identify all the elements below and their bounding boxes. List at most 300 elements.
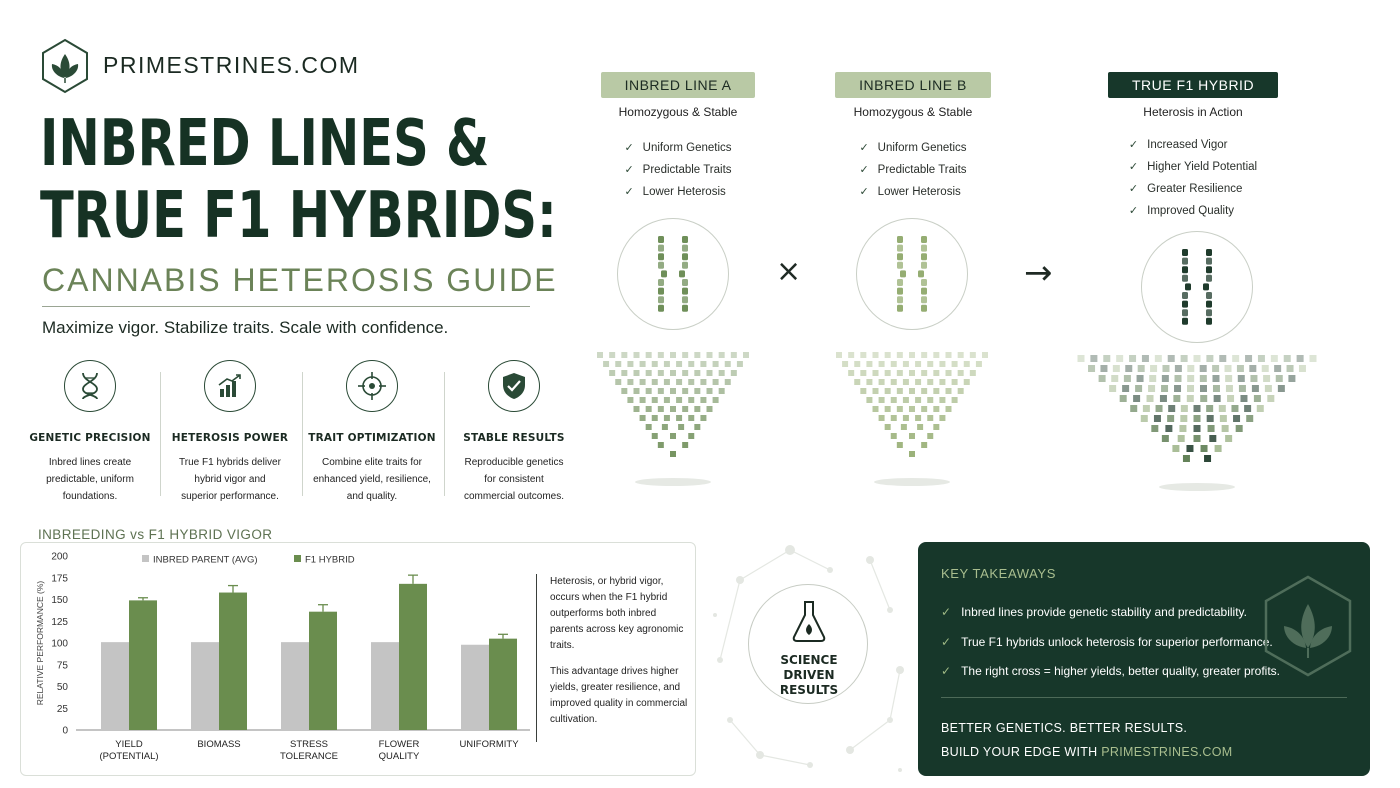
funnel-dot (897, 442, 903, 448)
funnel-dot (885, 406, 891, 412)
check-icon: ✓ (1128, 161, 1139, 173)
feature-desc-line: Reproducible genetics (464, 457, 564, 468)
funnel-dot (1172, 445, 1179, 452)
bar-f1-hybrid (489, 639, 517, 730)
funnel-dot (1200, 365, 1207, 372)
chromosome-band (1206, 249, 1212, 256)
funnel-dot (678, 424, 684, 430)
chromosome-band (897, 245, 903, 252)
funnel-dot (1130, 405, 1137, 412)
funnel-dot (1194, 425, 1201, 432)
funnel-dot (1250, 375, 1257, 382)
funnel-dot (676, 361, 682, 367)
key-takeaways-title: KEY TAKEAWAYS (941, 566, 1056, 581)
bar-f1-hybrid (129, 600, 157, 730)
funnel-dot (646, 424, 652, 430)
funnel-dot (719, 388, 725, 394)
funnel-dot (1236, 425, 1243, 432)
funnel-dot (700, 397, 706, 403)
funnel-dot (946, 388, 952, 394)
funnel-dot (670, 370, 676, 376)
funnel-dot (700, 379, 706, 385)
trait-label: Lower Heterosis (642, 186, 726, 198)
chromosome-band (1182, 309, 1188, 316)
x-tick-label: (POTENTIAL) (99, 751, 159, 762)
funnel-dot (885, 370, 891, 376)
funnel-dot (688, 433, 694, 439)
feature-desc-line: enhanced yield, resilience, (313, 474, 431, 485)
check-icon: ✓ (624, 142, 634, 154)
funnel-dot (1233, 415, 1240, 422)
funnel-dot (725, 361, 731, 367)
trait-label: Increased Vigor (1147, 139, 1228, 151)
funnel-dot (1207, 415, 1214, 422)
trait-label: Predictable Traits (642, 164, 732, 176)
funnel-dot (933, 370, 939, 376)
chromosome-band (1182, 318, 1188, 325)
funnel-dot (1175, 375, 1182, 382)
funnel-dot (1138, 365, 1145, 372)
funnel-dot (719, 370, 725, 376)
funnel-dot (836, 352, 842, 358)
funnel-dot (1208, 425, 1215, 432)
funnel-dot (1201, 445, 1208, 452)
funnel-dot (927, 415, 933, 421)
chart-note (550, 574, 690, 728)
y-tick-label: 125 (51, 616, 68, 628)
funnel-dot (1156, 405, 1163, 412)
funnel-dot (1231, 405, 1238, 412)
check-icon: ✓ (859, 142, 869, 154)
funnel-dot (891, 415, 897, 421)
funnel-dot (1310, 355, 1317, 362)
funnel-dot (964, 361, 970, 367)
funnel-dot (897, 352, 903, 358)
funnel-dot (1204, 455, 1211, 462)
chromosome-band (658, 305, 664, 312)
funnel-dot (634, 370, 640, 376)
funnel-dot (658, 406, 664, 412)
trait-label: Predictable Traits (877, 164, 967, 176)
funnel-dot (670, 451, 676, 457)
funnel-dot (627, 397, 633, 403)
funnel-dot (658, 388, 664, 394)
funnel-dot (1200, 385, 1207, 392)
funnel-dot (1206, 405, 1213, 412)
funnel-dot (658, 370, 664, 376)
funnel-dot (688, 379, 694, 385)
funnel-dot (670, 388, 676, 394)
funnel-dot (646, 388, 652, 394)
funnel-dot (713, 397, 719, 403)
funnel-dot (640, 379, 646, 385)
funnel-dot (621, 352, 627, 358)
funnel-dot (664, 379, 670, 385)
chromosome-band (897, 288, 903, 295)
funnel-dot (854, 361, 860, 367)
funnel-dot (664, 415, 670, 421)
funnel-dot (1252, 385, 1259, 392)
funnel-dot (903, 415, 909, 421)
funnel-dot (621, 370, 627, 376)
funnel-dot (939, 415, 945, 421)
funnel-dot (713, 379, 719, 385)
funnel-dot (1162, 365, 1169, 372)
funnel-dot (939, 397, 945, 403)
funnel-dot (1244, 405, 1251, 412)
chromosome-band (1206, 258, 1212, 265)
funnel-dot (743, 352, 749, 358)
check-icon: ✓ (941, 664, 952, 678)
funnel-dot (676, 397, 682, 403)
chromosome-band (918, 270, 924, 277)
funnel-dot (909, 451, 915, 457)
funnel-dot (1200, 395, 1207, 402)
funnel-dot (866, 361, 872, 367)
takeaway-list (941, 598, 1280, 687)
funnel-dot (1239, 385, 1246, 392)
funnel-dot (664, 361, 670, 367)
funnel-dot (1141, 415, 1148, 422)
funnel-dot (700, 415, 706, 421)
funnel-dot (879, 415, 885, 421)
funnel-dot (694, 370, 700, 376)
funnel-dot (958, 352, 964, 358)
feature-desc-line: and quality. (346, 491, 398, 502)
funnel-dot (737, 361, 743, 367)
chromosome-band (658, 236, 664, 243)
funnel-dot (652, 415, 658, 421)
funnel-dot (933, 424, 939, 430)
funnel-dot (1245, 355, 1252, 362)
science-badge (748, 584, 868, 704)
funnel-dot (1263, 375, 1270, 382)
feature-desc-line: predictable, uniform (46, 474, 134, 485)
funnel-dot (664, 397, 670, 403)
funnel-dot (1078, 355, 1085, 362)
chromosome-band (1182, 266, 1188, 273)
tagline: Maximize vigor. Stabilize traits. Scale with confidence. (42, 318, 449, 337)
funnel-dot (688, 361, 694, 367)
funnel-dot (1154, 415, 1161, 422)
funnel-dot (688, 415, 694, 421)
science-line: RESULTS (779, 683, 839, 697)
brand-name: PRIMESTRINES.COM (103, 52, 360, 78)
funnel-dot (1194, 405, 1201, 412)
funnel-dot (927, 397, 933, 403)
funnel-dot (1116, 355, 1123, 362)
takeaway-item (941, 657, 1280, 687)
chromosome-band (658, 245, 664, 252)
footer-line-1: BETTER GENETICS. BETTER RESULTS. (941, 721, 1188, 735)
funnel-dot (952, 397, 958, 403)
funnel-dot (1246, 415, 1253, 422)
funnel-dot (1225, 365, 1232, 372)
funnel-dot (909, 352, 915, 358)
x-tick-label: STRESS (289, 739, 329, 750)
funnel-dot (927, 433, 933, 439)
funnel-dot (1219, 355, 1226, 362)
funnel-dot (658, 442, 664, 448)
chromosome-band (897, 296, 903, 303)
chart-note-paragraph-2: This advantage drives higher yields, greater resilience, and improved quality in commercial cultivation. (550, 666, 688, 725)
funnel-dot (927, 361, 933, 367)
funnel-dot (694, 352, 700, 358)
bar-chart (20, 542, 540, 776)
bar-f1-hybrid (219, 593, 247, 730)
column-label: INBRED LINE A (601, 72, 756, 98)
funnel-dot (897, 388, 903, 394)
key-takeaways-panel (918, 542, 1370, 776)
funnel-dot (933, 352, 939, 358)
funnel-dot (670, 406, 676, 412)
trait-label: Improved Quality (1147, 205, 1235, 217)
chromosome-band (679, 270, 685, 277)
funnel-dot (1220, 415, 1227, 422)
trait-label: Lower Heterosis (877, 186, 961, 198)
funnel-dot (891, 379, 897, 385)
funnel-dot (1265, 385, 1272, 392)
science-line: DRIVEN (783, 668, 835, 682)
leaf-hexagon-logo-icon (1262, 574, 1354, 678)
funnel-dot (1125, 365, 1132, 372)
funnel-dot (909, 433, 915, 439)
chromosome-band (921, 296, 927, 303)
funnel-dot (1213, 385, 1220, 392)
funnel-dot (1254, 395, 1261, 402)
bar-f1-hybrid (399, 584, 427, 730)
funnel-dot (903, 397, 909, 403)
funnel-dot (860, 388, 866, 394)
flask-icon (791, 599, 827, 643)
chromosome-band (682, 262, 688, 269)
funnel-dot (603, 361, 609, 367)
y-tick-label: 75 (56, 660, 68, 672)
funnel-dot (1165, 425, 1172, 432)
chromosome-band (921, 262, 927, 269)
funnel-dot (915, 379, 921, 385)
funnel-dot (1133, 395, 1140, 402)
footer-brand-link[interactable]: PRIMESTRINES.COM (1101, 745, 1233, 759)
funnel-dot (609, 352, 615, 358)
feature-desc-line: Combine elite traits for (321, 457, 423, 468)
funnel-dot (1183, 455, 1190, 462)
funnel-dot (1240, 395, 1247, 402)
takeaway-footer (941, 716, 1232, 764)
funnel-dot (621, 388, 627, 394)
y-tick-label: 50 (56, 682, 68, 693)
funnel-dot (646, 352, 652, 358)
feature-desc-line: Inbred lines create (48, 457, 132, 468)
funnel-dot (946, 406, 952, 412)
chromosome-band (658, 262, 664, 269)
y-tick-label: 25 (56, 703, 68, 715)
funnel-dot (921, 352, 927, 358)
funnel-dot (1178, 435, 1185, 442)
funnel-dot (933, 388, 939, 394)
y-tick-label: 0 (62, 725, 68, 737)
funnel-dot (897, 406, 903, 412)
chromosome-band (682, 236, 688, 243)
funnel-dot (1142, 355, 1149, 362)
chromosome-band (1182, 275, 1188, 282)
funnel-dot (891, 397, 897, 403)
funnel-dot (909, 406, 915, 412)
feature-title: GENETIC PRECISION (29, 432, 151, 444)
funnel-dot (1209, 435, 1216, 442)
chart-note-divider (536, 574, 537, 742)
funnel-dot (885, 352, 891, 358)
funnel-dot (921, 442, 927, 448)
y-tick-label: 100 (51, 638, 68, 650)
funnel-dot (1262, 365, 1269, 372)
funnel-dot (1225, 435, 1232, 442)
funnel-dot (676, 415, 682, 421)
funnel-dot (682, 388, 688, 394)
footer-prefix: BUILD YOUR EDGE WITH (941, 745, 1102, 759)
funnel-dot (640, 361, 646, 367)
funnel-dot (1187, 375, 1194, 382)
funnel-dot (848, 352, 854, 358)
funnel-dot (921, 370, 927, 376)
shadow (1159, 483, 1235, 491)
funnel-dot (676, 379, 682, 385)
funnel-dot (670, 433, 676, 439)
funnel-dot (1187, 365, 1194, 372)
funnel-dot (854, 379, 860, 385)
funnel-dot (1187, 385, 1194, 392)
funnel-dot (860, 370, 866, 376)
funnel-dot (1124, 375, 1131, 382)
bar-f1-hybrid (309, 612, 337, 730)
trait-label: Higher Yield Potential (1147, 161, 1258, 173)
funnel-dot (597, 352, 603, 358)
column-subtitle: Homozygous & Stable (853, 105, 973, 119)
chromosome-band (658, 296, 664, 303)
funnel-dot (897, 370, 903, 376)
funnel-dot (873, 370, 879, 376)
funnel-dot (1194, 355, 1201, 362)
funnel-dot (1181, 405, 1188, 412)
takeaway-item (941, 628, 1280, 658)
funnel-dot (646, 406, 652, 412)
funnel-dot (903, 361, 909, 367)
chromosome-band (682, 279, 688, 286)
funnel-dot (694, 388, 700, 394)
funnel-dot (646, 370, 652, 376)
funnel-dot (1225, 375, 1232, 382)
funnel-dot (879, 361, 885, 367)
trait-label: Uniform Genetics (877, 142, 967, 154)
chromosome-band (1206, 266, 1212, 273)
funnel-dot (1174, 385, 1181, 392)
bar-inbred (191, 642, 219, 730)
funnel-dot (707, 388, 713, 394)
funnel-dot (1299, 365, 1306, 372)
chromosome-band (897, 279, 903, 286)
cross-icon: × (776, 254, 802, 289)
funnel-dot (1278, 385, 1285, 392)
funnel-dot (1232, 355, 1239, 362)
funnel-dot (866, 397, 872, 403)
funnel-dot (848, 370, 854, 376)
funnel-dot (1206, 355, 1213, 362)
funnel-dot (1179, 425, 1186, 432)
funnel-dot (1148, 385, 1155, 392)
feature-title: STABLE RESULTS (463, 432, 565, 444)
funnel-dot (662, 424, 668, 430)
column-label: TRUE F1 HYBRID (1108, 72, 1278, 98)
funnel-dot (866, 379, 872, 385)
feature-desc-line: for consistent (484, 474, 544, 485)
funnel-dot (952, 361, 958, 367)
funnel-dot (1297, 355, 1304, 362)
funnel-dot (1219, 405, 1226, 412)
funnel-dot (842, 361, 848, 367)
legend-swatch (294, 555, 301, 562)
funnel-dot (682, 406, 688, 412)
funnel-dot (1100, 365, 1107, 372)
funnel-dot (982, 352, 988, 358)
funnel-dot (1257, 405, 1264, 412)
funnel-dot (915, 397, 921, 403)
title-line-1: INBRED LINES & (40, 107, 490, 181)
funnel-dot (1267, 395, 1274, 402)
science-line: SCIENCE (780, 653, 838, 667)
chromosome-band (921, 279, 927, 286)
chromosome-band (897, 305, 903, 312)
chromosome-band (1206, 318, 1212, 325)
funnel-dot (964, 379, 970, 385)
funnel-dot (1168, 355, 1175, 362)
funnel-dot (1194, 435, 1201, 442)
funnel-dot (939, 379, 945, 385)
funnel-dot (946, 370, 952, 376)
funnel-dot (1147, 395, 1154, 402)
funnel-dot (682, 442, 688, 448)
chromosome-band (1203, 283, 1209, 290)
funnel-dot (1276, 375, 1283, 382)
funnel-dot (1249, 365, 1256, 372)
check-icon: ✓ (859, 186, 869, 198)
funnel-dot (652, 379, 658, 385)
funnel-dot (1227, 395, 1234, 402)
bar-inbred (371, 642, 399, 730)
funnel-dot (885, 388, 891, 394)
science-badge-text (749, 653, 869, 698)
funnel-dot (1288, 375, 1295, 382)
chromosome-band (682, 245, 688, 252)
funnel-dot (933, 406, 939, 412)
funnel-dot (1271, 355, 1278, 362)
funnel-dot (1109, 385, 1116, 392)
chromosome-band (897, 236, 903, 243)
x-tick-label: QUALITY (378, 751, 420, 762)
legend-label: INBRED PARENT (AVG) (153, 554, 258, 566)
chromosome-band (921, 245, 927, 252)
check-icon: ✓ (1128, 205, 1139, 217)
feature-title: TRAIT OPTIMIZATION (308, 432, 436, 444)
funnel-dot (1103, 355, 1110, 362)
feature-desc-line: superior performance. (181, 491, 279, 502)
bar-inbred (281, 642, 309, 730)
funnel-dot (1149, 375, 1156, 382)
funnel-dot (1120, 395, 1127, 402)
chromosome-band (1182, 301, 1188, 308)
funnel-dot (909, 370, 915, 376)
funnel-dot (927, 379, 933, 385)
funnel-dot (860, 352, 866, 358)
